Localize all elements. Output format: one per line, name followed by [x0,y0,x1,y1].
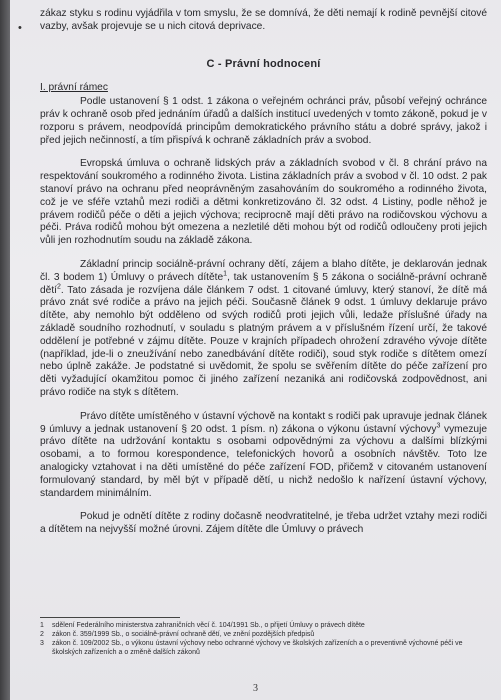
footnote-item [40,621,487,630]
paragraph-4 [40,411,487,501]
paragraph-3-part-c: . Tato zásada je rozvíjena dále článkem 7 odst. 1 citované úmluvy, který stanoví, že dítě má právo znát své rodiče a právo na jejich péči. Současně článek 9 odst. 1 úmluvy deklaruje právo dítěte, aby nemohlo být odděleno od svých rodičů proti jejich vůli, ledaže příslušné úřady na základě soudního rozhodnutí, v souladu s platným právem a v příslušném řízení určí, že takové oddělení je potřebné v zájmu dítěte. Pouze v krajních případech ohrožení zdravého vývoje dítěte (například, jde-li o zneužívání nebo zanedbávání dítěte rodiči), soud styk rodiče s dítětem omezí nebo úplně zakáže. Je podstatné si uvědomit, že spolu se svěřením dítěte do péče zařízení pro děti vyžadující okamžitou pomoc či jiného zařízení nezaniká ani rodičovská zodpovědnost, ani právo rodiče na styk s dítětem. [40,284,487,398]
footnote-list [40,621,487,657]
footnote-ref-1: 1 [223,270,228,278]
margin-mark-icon: • [18,22,22,34]
paragraph-4-part-b: vymezuje právo dítěte na udržování kontaktu s osobami odpovědnými za výchovu a dalšími blízkými osobami, a to formou korespondence, telefonických hovorů a osobních návštěv. Toto lze analogicky vztahovat i na děti umístěné do péče zařízení FOD, přičemž v citovaném ustanovení formulovaný standard, by měl být v případě dětí, u nichž nedošlo k nařízení ústavní výchovy, standardem minimálním. [40,423,488,499]
paragraph-3-part-a: Základní princip sociálně-právní ochrany dětí, zájem a blaho dítěte, je deklarován jednak čl. 3 bodem 1) Úmluvy o právech dítěte [40,258,487,283]
footnote-number: 2 [40,631,44,638]
footnote-separator [40,617,180,620]
footnote-text: zákon č. 359/1999 Sb., o sociálně-právní ochraně dětí, ve znění pozdějších předpisů [52,631,315,638]
section-heading: C - Právní hodnocení [206,57,321,70]
footnote-item [40,639,487,657]
footnote-number: 1 [40,622,44,629]
subsection-title: I. právní rámec [40,82,108,94]
footnote-ref-2: 2 [57,283,61,291]
document-page [10,0,501,700]
paragraph-2: Evropská úmluva o ochraně lidských práv a základních svobod v čl. 8 chrání právo na respektování soukromého a rodinného života. Listina základních práv a svobod v čl. 10 odst. 2 pak stanoví právo na ochranu před neoprávněným zasahováním do soukromého a rodinného života, což je ve sféře vztahů mezi rodiči a dětmi konkretizováno čl. 32 odst. 4 Listiny, podle něhož je právem rodičů péče o děti a jejich výchova; reciprocně mají děti právo na rodičovskou výchovu a péči. Práva rodičů mohou být omezena a nezletilé děti mohou být od rodičů odloučeny proti jejich vůli jen rozhodnutím soudu na základě zákona. [40,158,487,247]
paragraph-3-part-b: , tak ustanovením § 5 zákona o sociálně-právní ochraně dětí [40,271,488,296]
top-paragraph: zákaz styku s rodinu vyjádřila v tom smyslu, že se domnívá, že děti nemají k rodině pevnější citové vazby, avšak projevuje se u nich citová deprivace. [40,8,487,32]
paragraph-5: Pokud je odnětí dítěte z rodiny dočasně neodvratitelné, je třeba udržet vztahy mezi rodiči a dítětem na nejvyšší možné úrovni. Zájem dítěte dle Úmluvy o právech [40,511,487,536]
paragraph-3 [40,259,487,400]
page-number: 3 [253,683,258,694]
footnote-text: sdělení Federálního ministerstva zahraničních věcí č. 104/1991 Sb., o přijetí Úmluvy o právech dítěte [52,622,365,629]
paragraph-4-part-a: Právo dítěte umístěného v ústavní výchově na kontakt s rodiči pak upravuje jednak článek 9 úmluvy a jednak ustanovení § 20 odst. 1 písm. n) zákona o výkonu ústavní výchovy [40,410,487,435]
paragraph-1: Podle ustanovení § 1 odst. 1 zákona o veřejném ochránci práv, působí veřejný ochránce práv k ochraně osob před jednáním úřadů a dalších institucí uvedených v tomto zákoně, pokud je v rozporu s právem, neodpovídá principům demokratického právního státu a dobré správy, jakož i před jejich nečinností, a tím přispívá k ochraně základních práv a svobod. [40,96,487,146]
footnote-item [40,630,487,639]
footnote-ref-3: 3 [436,422,441,430]
footnote-number: 3 [40,640,44,647]
footnote-text: zákon č. 109/2002 Sb., o výkonu ústavní výchovy nebo ochranné výchovy ve školských zařízeních a o preventivně výchovné péči ve školských zařízeních a o změně dalších zákonů [52,640,463,656]
